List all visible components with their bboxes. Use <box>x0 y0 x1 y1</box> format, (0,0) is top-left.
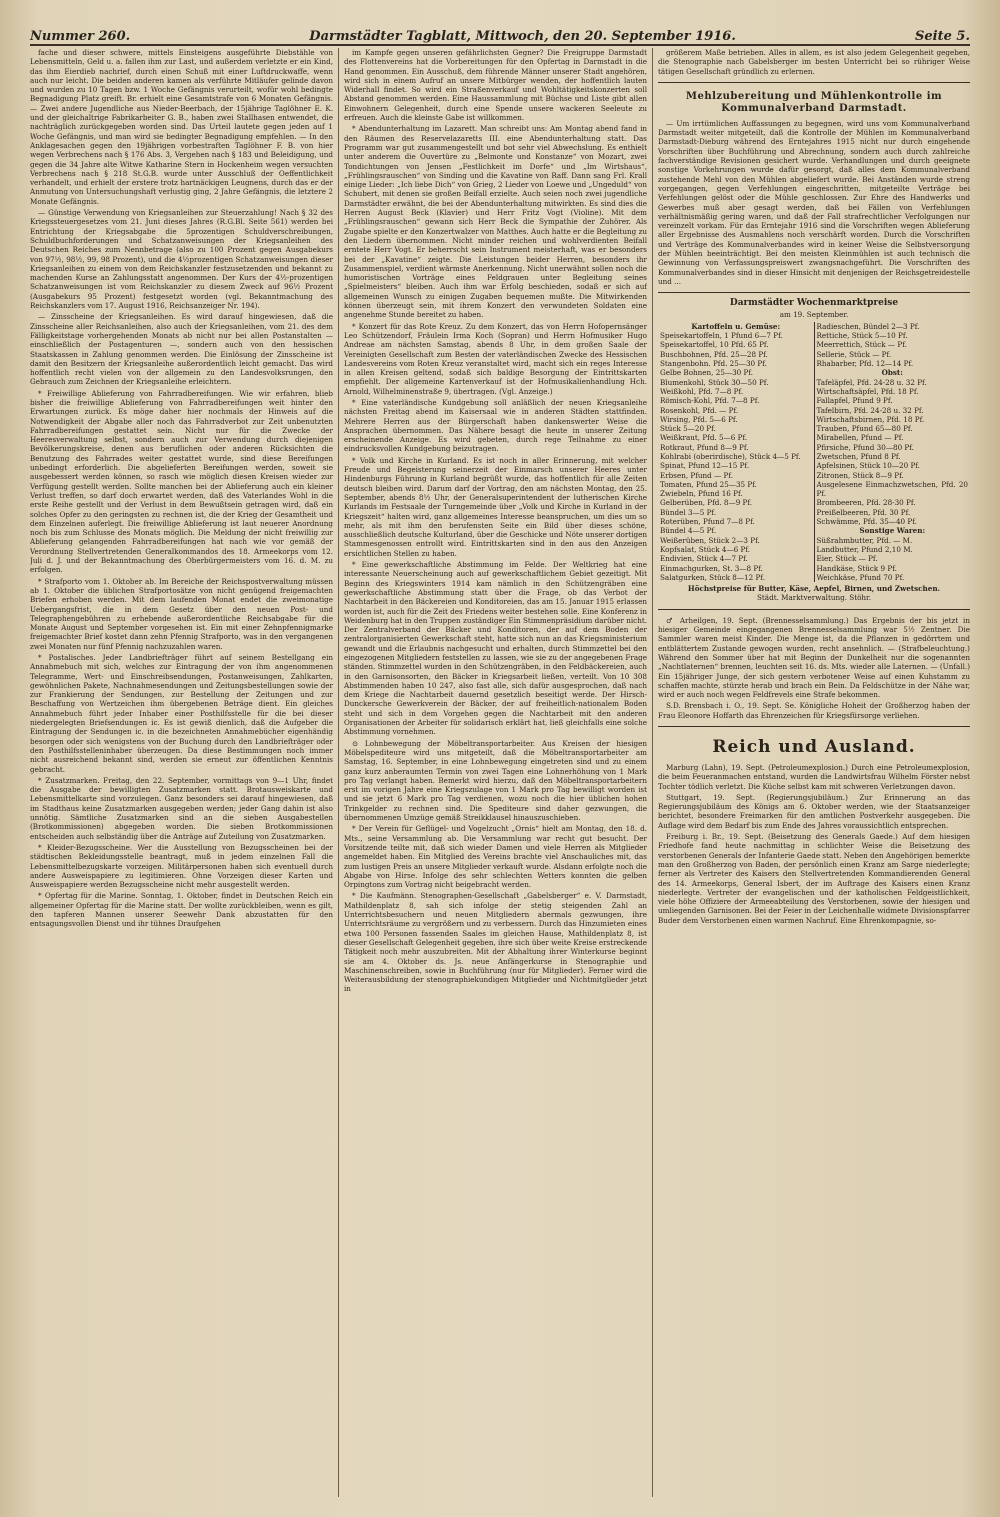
price-row: Tafelbirn, Pfd. 24-28 u. 32 Pf. <box>816 405 924 415</box>
market-prices-title: Darmstädter Wochenmarktpreise <box>729 298 899 309</box>
price-row: Eier, Stück — Pf. <box>816 554 878 564</box>
price-row: Einmachgurken, St. 3—8 Pf. <box>660 563 763 573</box>
article-paragraph: * Kleider-Bezugsscheine. Wer die Ausstellung von Bezugsscheinen bei der städtischen Bekleidungsstelle beantragt, muß in jedem einzelnen Fall die Lebensmittelbezugskarte vorzeigen. Militärpersonen haben sich eventuell durch andere Ausweispapiere zu legitimieren. Ohne Vorzeigen dieser Karten und Ausweispapiere werden Bezugsscheine nicht mehr ausgestellt werden. <box>30 842 333 890</box>
price-row: Süßrahmbutter, Pfd. — M. <box>816 535 913 545</box>
article-paragraph: * Volk und Kirche in Kurland. Es ist noch in aller Erinnerung, mit welcher Freude und Begeisterung seinerzeit der Einmarsch unserer Heeres unter Hindenburgs Führung in Kurland begrüßt wurde, das hoffentlich für alle Zeiten deutsch bleiben wird. Darum darf der Vortrag, den am nächsten Montag, den 25. September, abends 8½ Uhr, der Generalsuperintendent der lutherischen Kirche Kurlands im Festsaale der Turngemeinde über „Volk und Kirche in Kurland in der Kriegszeit“ halten wird, ganz allgemeines Interesse beanspruchen, um dies um so mehr, als mit ihm den berufensten Seite ein Bild über dieses schöne, ausschließlich deutsche Kulturland, über die Geschicke und Nöte unserer dortigen Stammesgenossen entrollt wird. Eintrittskarten sind in den aus den Anzeigen ersichtlichen Stellen zu haben. <box>344 455 647 558</box>
price-row: Kopfsalat, Stück 4—6 Pf. <box>660 544 751 554</box>
price-row: Brombeeren, Pfd. 28-30 Pf. <box>816 498 916 508</box>
price-row: Meerrettich, Stück — Pf. <box>816 340 907 350</box>
page-header <box>30 22 970 46</box>
price-row: Apfelsinen, Stück 10—20 Pf. <box>816 461 920 471</box>
article-paragraph: ♂ Arheilgen, 19. Sept. (Brennesselsammlung.) Das Ergebnis der bis jetzt in hiesiger Gemeinde eingegangenen Brennesselsammlung war 5½ Zentner. Die Sammler waren meist Kinder. Die Menge ist, da die Pflanzen in gedörrtem und entblättertem Zustande gewogen wurden, recht ansehnlich. — (Strafbeleuchtung.) Während den Sommer über hat mit Beginn der Dunkelheit nur die sogenannten „Nachtlaternen“ brennen, leuchten seit 16. ds. Mts. wieder alle Laternen. — (Unfall.) Ein 15jähriger Junge, der sich gestern verbotener Weise auf einen Kuhstamm zu schaffen machte, stürzte herab und brach ein Bein. Da Feldschütze in der Nähe war, wird er auch noch wegen Feldfrevels eine Strafe bekommen. <box>658 615 970 700</box>
price-row: Bündel 4—5 Pf. <box>660 526 717 536</box>
price-row: Weißerüben, Stück 2—3 Pf. <box>660 535 760 545</box>
price-row: Zwiebeln, Pfund 16 Pf. <box>660 489 743 499</box>
section-rule <box>658 609 970 610</box>
price-row: Pfirsiche, Pfund 30—80 Pf. <box>816 442 914 452</box>
price-row: Stück 5—20 Pf. <box>660 424 716 434</box>
price-row: Römisch-Kohl, Pfd. 7—8 Pf. <box>660 396 760 406</box>
market-prices-table <box>658 322 970 582</box>
price-row: Trauben, Pfund 65—80 Pf. <box>816 424 913 434</box>
article-paragraph: ⊙ Lohnbewegung der Möbeltransportarbeiter. Aus Kreisen der hiesigen Möbelspediteure wird uns mitgeteilt, daß die Möbeltransportarbeiter am Samstag, 16. September, in eine Lohnbewegung eingetreten sind und zu einem ganz kurz anberaumten Termin von zwei Tagen eine Lohnerhöhung von 1 Mark pro Tag verlangt haben. Bemerkt wird hierzu, daß den Möbeltransportarbeitern erst im vorigen Jahre eine Kriegszulage von 1 Mark pro Tag bewilligt worden ist und sie jetzt 6 Mark pro Tag verdienen, wozu noch die hier üblichen hohen Trinkgelder zu rechnen sind. Die Spediteure sind daher gezwungen, die übernommenen Umzüge gemäß Streikklausel hinauszuschieben. <box>344 738 647 823</box>
price-row: Rettiche, Stück 5—10 Pf. <box>816 331 908 341</box>
article-paragraph: * Abendunterhaltung im Lazarett. Man schreibt uns: Am Montag abend fand in den Räumen des Reservelazaretts III. eine Abendunterhaltung statt. Das Programm war gut zusammengestellt und bot sehr viel Abwechslung. Es enthielt unter anderem die Ouvertüre zu „Belmonte und Konstanze“ von Mozart, zwei Tondichtungen von Jensen „Festlichkeit im Dorfe“ und „Im Wirtshaus“, „Frühlingsrauschen“ von Sinding und die Kavatine von Raff. Dann sang Frl. Krall einige Lieder: „Ich liebe Dich“ von Grieg, 2 Lieder von Loewe und „Ungeduld“ von Schubert, mit denen sie großen Beifall erzielte. Auch seien noch zwei jugendliche Darmstädter erwähnt, die bei der Abendunterhaltung mitwirkten. Es sind dies die Herren August Beck (Klavier) und Herr Fritz Vogt (Violine). Mit dem „Frühlingsrauschen“ gewann sich Herr Beck die Sympathie der Zuhörer. Als Zugabe spielte er den Konzertwalzer von Matthes. Auch hatte er die Begleitung zu den Liedern übernommen. Nicht minder reichen und wohlverdienten Beifall erntete Herr Vogt. Er beherrscht sein Instrument meisterhaft, was er besonders bei der „Kavatine“ zeigte. Die Leistungen beider Herren, besonders ihr Zusammenspiel, verdient wärmste Anerkennung. Nicht unerwähnt sollen noch die humoristischen Vorträge eines Feldgrauen unter Begleitung seines „Spielmeisters“ bleiben. Auch ihm war Erfolg beschieden, sodaß er sich auf allgemeinen Wunsch zu einigen Zugaben bequemen mußte. Die Mitwirkenden können überzeugt sein, mit ihrem Konzert den verwundeten Soldaten eine angenehme Stunde bereitet zu haben. <box>344 124 647 320</box>
market-signature: Städt. Marktverwaltung. Stöhr. <box>757 593 871 603</box>
article-paragraph: * Freiwillige Ablieferung von Fahrradbereifungen. Wie wir erfahren, blieb bisher die freiwillige Ablieferung von Fahrradbereifungen weit hinter den Erwartungen zurück. Es möge daher hier nochmals der Hinweis auf die Notwendigkeit der Abgabe aller noch das Fahrradverbot zur Zeit unbenutzten Fahrradbereifungen gestattet sein. Nicht nur für die Zwecke der Heeresverwaltung selbst, sondern auch zur Verwendung durch diejenigen Bevölkerungskreise, denen aus beruflichen oder anderen Rücksichten die Benutzung des Fahrrades weiter gestattet wurde, sind diese Bereifungen unbedingt erforderlich. Die abgelieferten Bereifungen werden, soweit sie ausgebessert werden können, so rasch wie möglich diesen Kreisen wieder zur Verfügung gestellt werden. Sollte manchen bei der Ablieferung auch ein kleiner Verlust treffen, so darf doch erwartet werden, daß des Vaterlandes Wohl in die erste Reihe gestellt und der Verlust in dem Bewußtsein getragen wird, daß ein solches Opfer zu den geringsten zu rechnen ist, die der Krieg der Gesamtheit und dem Einzelnen auferlegt. Die freiwillige Ablieferung ist laut neuerer Anordnung noch bis zum Schlusse des Monats möglich. Die Meldung der nicht freiwillig zur Ablieferung gelangenden Fahrradbereifungen hat nach wie vor gemäß der Verordnung Stellvertretenden Generalkommandos des 18. Armeekorps vom 12. Juli d. J. und der Bekanntmachung des Oberbürgermeisters vom 16. d. M. zu erfolgen. <box>30 388 333 575</box>
article-paragraph: Freiburg i. Br., 19. Sept. (Beisetzung des Generals Gaede.) Auf dem hiesigen Friedhofe fand heute nachmittag in schlichter Weise die Beisetzung des verstorbenen Generals der Infanterie Gaede statt. Neben den Angehörigen bemerkte man den Großherzog von Baden, der persönlich einen Kranz am Sarge niederlegte; ferner als Vertreter des Kaisers den Stellvertretenden Kommandierenden General des 14. Armeekorps, General Isbert, der im Auftrage des Kaisers einen Kranz niederlegte. Vertreter der evangelischen und der katholischen Feldgeistlichkeit, viele höhe Offiziere der Armeeabteilung des Verstorbenen, sowie der hiesigen und umliegenden Garnisonen. Bei der Feier in der Leichenhalle widmete Divisionspfarrer Buder dem Verstorbenen einen warmen Nachruf. Eine Ehrenkompagnie, so- <box>658 832 970 925</box>
price-row: Fallapfel, Pfund 9 Pf. <box>816 396 893 406</box>
article-paragraph: größerem Maße betrieben. Alles in allem, es ist also jedem Gelegenheit gegeben, die Stenographie nach Gabelsberger im besten Unterricht bei so rühriger Weise tätigen Gesellschaft gründlich zu erlernen. <box>658 48 970 76</box>
price-row: Gelberüben, Pfd. 8—9 Pf. <box>660 498 753 508</box>
page-side: Seite 5. <box>915 29 970 44</box>
price-row: Weichkäse, Pfund 70 Pf. <box>816 572 905 582</box>
article-paragraph: * Eine gewerkschaftliche Abstimmung im Felde. Der Weltkrieg hat eine interessante Neuerscheinung auch auf gewerkschaftlichem Gebiet gezeitigt. Mit Beginn des Kriegswinters 1914 kam nämlich in den Schützengräben eine gewerkschaftliche Abstimmung statt über die Frage, ob das Verbot der Nachtarbeit in den Bäckereien und Konditoreien, das am 15. Januar 1915 erlassen worden ist, auch für die Zeit des Friedens weiter bestehen solle. Eine Konferenz in Weidenburg hat in den Truppen zuständiger Ein Stimmenpräsidium darüber nicht. Der Zentralverband der Bäcker und Konditoren, der auf dem Boden der zentralorganisierten Gewerkschaft steht, hatte sich nun an das Kriegsministerium gewandt und die Erlaubnis nachgesucht und erhalten, durch Stimmzettel bei den eingezogenen Mitgliedern feststellen zu lassen, wie sie zu der angegebenen Frage ständen. Stimmzettel wurden in den Schützengräben, in den Feldbäckereien, auch in den Garnisonsorten, den Bäcker in Kriegsarbeit ließen, verteilt. Von 10 308 Abstimmenden haben 10 247, also fast alle, sich dafür ausgesprochen, daß nach dem Kriege die Nachtarbeit dauernd gesetzlich beseitigt werde. Der Hirsch-Dunckersche Gewerkverein der Bäcker, der auf freiheitlich-nationalem Boden steht und sich in dem Vorgehen gegen die Nachtarbeit mit den anderen Organisationen der Arbeiter für solidarisch erklärt hat, ließ gleichfalls eine solche Abstimmung vornehmen. <box>344 560 647 737</box>
article-paragraph: * Der Verein für Geflügel- und Vogelzucht „Ornis“ hielt am Montag, den 18. d. Mts., seine Versammlung ab. Die Versammlung war recht gut besucht. Der Vorsitzende teilte mit, daß sich wieder Damen und viele Herren als Mitglieder angemeldet haben. Ein Mitglied des Vereins brachte viel Anschauliches mit, das zum lustigen Preis an unsere Mitglieder verkauft wurde. Alsdann erfolgte noch die Abgabe von Hirse. Infolge des sehr schlechten Wetters konnten die gelben Orpingtons zum Vortrag nicht beigebracht werden. <box>344 824 647 890</box>
price-row: Buschbohnen, Pfd. 25—28 Pf. <box>660 349 768 359</box>
article-paragraph: S.D. Brensbach i. O., 19. Sept. Se. Königliche Hoheit der Großherzog haben der Frau Eleonore Hoffarth das Ehrenzeichen für Kriegsfürsorge verliehen. <box>658 701 970 720</box>
price-row: Roterüben, Pfund 7—8 Pf. <box>660 517 755 527</box>
price-row: Mirabellen, Pfund — Pf. <box>816 433 904 443</box>
vegetable-prices <box>658 322 814 582</box>
masthead-line: Darmstädter Tagblatt, Mittwoch, den 20. September 1916. <box>309 29 736 44</box>
section-rule <box>658 726 970 727</box>
price-row: Salatgurken, Stück 8—12 Pf. <box>660 572 765 582</box>
column-2 <box>344 48 647 1497</box>
page-number: Nummer 260. <box>30 29 131 44</box>
price-row: Ausgelesene Einmachzwetschen, Pfd. 20 Pf. <box>816 479 968 499</box>
price-row: Kohlrabi (oberirdische), Stück 4—5 Pf. <box>660 451 801 461</box>
price-row: Stangenbohn. Pfd. 25—30 Pf. <box>660 359 767 369</box>
article-paragraph: Marburg (Lahn), 19. Sept. (Petroleumexplosion.) Durch eine Petroleumexplosion, die beim Feueranmachen entstand, wurden die Landwirtsfrau Wilhelm Förster nebst Tochter tödlich verletzt. Die Küche selbst kam mit schweren Verletzungen davon. <box>658 763 970 791</box>
price-row: Zitronen, Stück 8—9 Pf. <box>816 470 904 480</box>
price-row: Speisekartoffel, 10 Pfd. 65 Pf. <box>660 340 769 350</box>
section-rule <box>658 82 970 83</box>
vegetable-heading: Kartoffeln u. Gemüse: <box>691 321 781 331</box>
other-prices <box>814 322 970 582</box>
columns <box>30 48 970 1497</box>
price-row: Zwetschen, Pfund 8 Pf. <box>816 451 901 461</box>
price-row: Tafeläpfel, Pfd. 24-28 u. 32 Pf. <box>816 377 927 387</box>
price-row: Speisekartoffeln, 1 Pfund 6—7 Pf. <box>660 331 783 341</box>
price-row: Gelbe Bohnen, 25—30 Pf. <box>660 368 754 378</box>
price-row: Handkäse, Stück 9 Pf. <box>816 563 897 573</box>
article-paragraph: * Die Kaufmänn. Stenographen-Gesellschaft „Gabelsberger“ e. V. Darmstadt, Mathildenplatz 8, sah sich infolge der stetig steigenden Zahl an Unterrichtsbesuchern und neuen Mitgliedern abermals gezwungen, ihre Unterrichtsräume zu vergrößern und zu verbessern. Durch das Hinzumieten eines etwa 100 Personen fassenden Saales im gleichen Hause, Mathildenplatz 8, ist dieser Gesellschaft Gelegenheit gegeben, ihre sich über weite Kreise erstreckende Tätigkeit noch mehr auszubreiten. Mit der Abhaltung ihrer Winterkurse beginnt sie am 4. Oktober ds. Js. neue Anfängerkurse in Stenographie und Maschinenschreiben, sowie in Buchführung (nur für Mitglieder). Ferner wird die Weiterausbildung der stenographiekundigen Mitglieder und Nichtmitglieder jetzt in <box>344 891 647 994</box>
price-row: Radieschen, Bündel 2—3 Pf. <box>816 321 920 331</box>
article-paragraph: * Zusatzmarken. Freitag, den 22. September, vormittags von 9—1 Uhr, findet die Ausgabe der bewilligten Zusatzmarken statt. Brotausweiskarte und Lebensmittelkarte sind vorzulegen. Ganz besonders sei darauf hingewiesen, daß im Stadthaus keine Zusatzmarken ausgegeben werden; jeder Gang dahin ist also unnötig. Sämtliche Zusatzmarken sind an die sieben Ausgabestellen (Brotkommissionen) abgegeben worden. Die sieben Brotkommissionen entscheiden auch selbständig über die Anträge auf Zuteilung von Zusatzmarken. <box>30 775 333 841</box>
article-paragraph: * Strafporto vom 1. Oktober ab. Im Bereiche der Reichspostverwaltung müssen ab 1. Oktober die üblichen Strafportosätze von nicht genügend freigemachten Briefen erhoben werden. Mit dem laufenden Monat endet die zweimonatige Uebergangsfrist, die in dem Gesetz über den neuen Post- und Telegraphengebühren zu erhebende außerordentliche Reichsabgabe für die Monate August und September vorgesehen ist. Ein mit einer Zehnpfennigmarke freigemachter Brief kostet dann zehn Pfennig Strafporto, was in den vergangenen zwei Monaten nur fünf Pfennig nachzuzahlen waren. <box>30 576 333 651</box>
price-row: Bündel 3—5 Pf. <box>660 507 717 517</box>
column-divider <box>652 48 653 1497</box>
price-row: Weißkohl, Pfd. 7—8 Pf. <box>660 386 744 396</box>
article-paragraph: fache und dieser schwere, mittels Einsteigens ausgeführte Diebstähle von Lebensmitteln, Geld u. a. fallen ihm zur Last, und außerdem verletzte er ein Kind, das ihm Eierdieb nachrief, durch einen Schuß mit einer Luftdruckwaffe, wenn auch nur leicht. Die beiden anderen kamen als verführte Mitläufer gelinde davon und wurden zu 10 Tagen bzw. 1 Woche Gefängnis verurteilt, wofür wohl bedingte Begnadigung Platz greift. Br. erhielt eine Gesamtstrafe von 6 Monaten Gefängnis. — Zwei andere Jugendliche aus Nieder-Beerbach, der 15jährige Taglöhner E. K. und der gleichaltrige Fabrikarbeiter G. B., haben zwei Stallhasen entwendet, die nachträglich zurückgegeben worden sind. Das Urteil lautete gegen jeden auf 1 Woche Gefängnis, und man wird sie bedingter Begnadigung empfehlen. — In den Anklagesachen gegen den 19jährigen vorbestraften Taglöhner F. B. von hier wegen Verbrechens nach § 176 Abs. 3, Vergehen nach § 183 und Beleidigung, und gegen die 34 Jahre alte Witwe Katharine Stern in Hockenheim wegen versuchten Verbrechens nach § 218 St.G.B. wurde unter Ausschluß der Oeffentlichkeit verhandelt, und erhielt der erstere trotz hartnäckigen Leugnens, durch das er der Anmutung von Untersuchungshaft verlustig ging, 2 Jahre Gefängnis, die letztere 2 Monate Gefängnis. <box>30 48 333 206</box>
article-paragraph: — Zinsscheine der Kriegsanleihen. Es wird darauf hingewiesen, daß die Zinsscheine aller Reichsanleihen, also auch der Kriegsanleihen, vom 21. des dem Fälligkeitstage vorhergehenden Monats ab nicht nur bei allen Postanstalten — einschließlich der Postagenturen —, sondern auch von den hessischen Staatskassen in Zahlung genommen werden. Die Einlösung der Zinsscheine ist damit den Besitzern der Kriegsanleihe außerordentlich leicht gemacht. Das wird hoffentlich recht vielen von der allgemein zu den Landesvolksrungen, den Gebrauch zum Zeichnen der Kriegsanleihe erleichtern. <box>30 312 333 387</box>
price-row: Schwämme, Pfd. 35—40 Pf. <box>816 517 917 527</box>
column-3 <box>658 48 970 1497</box>
price-row: Spinat, Pfund 12—15 Pf. <box>660 461 750 471</box>
price-row: Blumenkohl, Stück 30—50 Pf. <box>660 377 769 387</box>
article-paragraph: — Um irrtümlichen Auffassungen zu begegnen, wird uns vom Kommunalverband Darmstadt weiter mitgeteilt, daß die Kontrolle der Mühlen im Kommunalverband Darmstadt-Dieburg während des Erntejahres 1915 nicht nur durch eingehende Vorschriften über Buchführung und Abrechnung, sondern auch durch zahlreiche fachverständige Revisionen gesichert wurde. Verhandlungen und durch geeignete sonstige Vorkehrungen wurde dafür gesorgt, daß alles dem Kommunalverband zustehende Mehl von den Mühlen abgeliefert wurde. Bei Anständen wurde streng vorgegangen, gegen Verfehlungen eingeschritten, mitgeteilte Verträge bei Verfehlungen gelöst oder die Mühle geschlossen. Zur Ehre des Handwerks und Gewerbes muß aber gesagt werden, daß bei Fällen von Verfehlungen verhältnismäßig gering waren, und daß der Fall strafrechtlicher Verfolgungen nur vereinzelt vorkam. Für das Erntejahr 1916 sind die Vorschriften wegen Ablieferung aller Ergebnisse des Ausmahlens noch verschärft worden. Durch die Vorschriften und Verträge des Kommunalverbandes wird in keiner Weise die Selbstversorgung der Mühlen beeinträchtigt. Bei den meisten Kleinmühlen ist auch technisch die Gewinnung von Verfassungspreiswert zwangsnachgeführt. Die Vorschriften des Kommunalverbandes sind in dieser Hinsicht mit denjenigen der Reichsgetreidestelle und ... <box>658 118 970 286</box>
price-row: Wirsing, Pfd. 5—6 Pf. <box>660 414 738 424</box>
article-paragraph: — Günstige Verwendung von Kriegsanleihen zur Steuerzahlung! Nach § 32 des Kriegssteuergesetzes vom 21. Juni dieses Jahres (R.G.Bl. Seite 561) werden bei Entrichtung der Kriegsabgabe die 5prozentigen Schuldverschreibungen, Schuldbuchforderungen und Schatzanweisungen der Kriegsanleihen des Deutschen Reiches zum Nennbetrage (also zu 100 Prozent gegen Ausgabekurs von 97½, 98½, 99, 98 Prozent), und die 4½prozentigen Schatzanweisungen dieser Kriegsanleihen zu einem von dem Reichskanzler festzusetzenden und bekannt zu machenden Kurse an Zahlungsstatt angenommen. Der Kurs der 4½-prozentigen Schatzanweisungen ist vom Reichskanzler zu diesem Zweck auf 96½ Prozent (Ausgabekurs 95 Prozent) festgesetzt worden (vgl. Bekanntmachung des Reichskanzlers vom 17. August 1916, Reichsanzeiger Nr. 194). <box>30 208 333 311</box>
mehl-section-title: Mehlzubereitung und Mühlenkontrolle im Kommunalverband Darmstadt. <box>685 90 943 114</box>
price-row: Rhabarber, Pfd. 12—14 Pf. <box>816 359 914 369</box>
article-paragraph: * Opfertag für die Marine. Sonntag, 1. Oktober, findet in Deutschen Reich ein allgemeiner Opfertag für die Marine statt. Der wollte zurückbleiben, wenn es gilt, den tapferen Mannen unserer Seewehr Dank abzustatten für den entsagungsvollen Dienst und ihr tühnes Draufgehen <box>30 891 333 929</box>
price-row: Erbsen, Pfund — Pf. <box>660 470 734 480</box>
price-row: Weißkraut, Pfd. 5—6 Pf. <box>660 433 748 443</box>
article-paragraph: * Postalisches. Jeder Landbriefträger führt auf seinem Bestellgang ein Annahmebuch mit sich, welches zur Eintragung der von ihm angenommenen Telegramme, Wert- und Einschreibsendungen, Postanweisungen, Zahlkarten, gewöhnlichen Pakete, Nachnahmesendungen und Zeitungsbestellungen sowie der zur Frankierung der Sendungen, zur Bestellung der Zeitungen und zur Beschaffung von Wertzeichen ihm übergebenen Beträge dient. Ein gleiches Annahmebuch führt jeder Inhaber einer Posthilfsstelle für die bei dieser niedergelegten Briefsendungen ic. Es ist gewiß dienlich, daß die Aufgeber die Eintragung der Sendungen ic. in die bezeichneten Annahmebücher eigenhändig besorgen oder sich wenigstens von der Buchung durch den Landbriefträger oder den Posthilfsstelleninhaber überzeugen. Da diese Bestimmungen noch immer nicht ausreichend bekannt sind, werden sie erneut zur öffentlichen Kenntnis gebracht. <box>30 653 333 774</box>
price-row: Landbutter, Pfund 2,10 M. <box>816 544 913 554</box>
fruit-heading: Obst: <box>881 368 903 378</box>
price-row: Endivien, Stück 4—7 Pf. <box>660 554 748 564</box>
other-goods-heading: Sonstige Waren: <box>859 526 926 536</box>
article-paragraph: * Eine vaterländische Kundgebung soll anläßlich der neuen Kriegsanleihe nächsten Freitag abend im Kaisersaal wie in anderen Städten stattfinden. Mehrere Herren aus der Bürgerschaft haben dankenswerter Weise die Ansprachen übernommen. Das Nähere besagt die heute in unserer Zeitung erscheinende Anzeige. Es wird gebeten, durch rege Teilnahme zu einer eindrucksvollen Kundgebung beizutragen. <box>344 397 647 454</box>
article-paragraph: im Kampfe gegen unseren gefährlichsten Gegner? Die Freigruppe Darmstadt des Flottenvereins hat die Vorbereitungen für den Opfertag in Darmstadt in die Hand genommen. Ein Ausschuß, dem führende Männer unserer Stadt angehören, wird sich in einem Aufruf an unsere Mitbürger wenden, der hoffentlich lauten Widerhall findet. So wird ein Straßenverkauf und Wohltätigkeitskonzerten soll Abstand genommen werden. Eine Haussammlung mit Büchse und Liste gibt allen Einwohnern Gelegenheit, durch eine Spende unsere wackeren Seeleute zu erfreuen. Auch die kleinste Gabe ist willkommen. <box>344 48 647 123</box>
column-1 <box>30 48 333 1497</box>
section-rule <box>658 292 970 293</box>
price-row: Rotkraut, Pfund 8—9 Pf. <box>660 442 749 452</box>
price-row: Wirtschaftsäpfel, Pfd. 18 Pf. <box>816 386 919 396</box>
article-paragraph: * Konzert für das Rote Kreuz. Zu dem Konzert, das von Herrn Hofopernsänger Leo Schützendorf, Fräulein Irma Koch (Sopran) und Herrn Hofmusiker Hugo Andreae am nächsten Samstag, abends 8 Uhr, in dem großen Saale der Vereinigten Gesellschaft zum Besten der vaterländischen Zwecke des Hessischen Landesvereins vom Roten Kreuz veranstaltet wird, macht sich ein reges Interesse in allen Kreisen geltend, sodaß sich baldige Besorgung der Eintrittskarten empfiehlt. Der allgemeine Kartenverkauf ist der Hofmusikalienhandlung Hch. Arnold, Wilhelminenstraße 9, übertragen. (Vgl. Anzeige.) <box>344 321 647 396</box>
price-row: Preißelbeeren, Pfd. 30 Pf. <box>816 507 911 517</box>
max-prices-note: Höchstpreise für Butter, Käse, Aepfel, Birnen, und Zwetschen. <box>687 584 941 594</box>
reich-section-title: Reich und Ausland. <box>712 737 916 757</box>
market-prices-date: am 19. September. <box>779 309 849 319</box>
price-row: Tomaten, Pfund 25—35 Pf. <box>660 479 757 489</box>
price-row: Rosenkohl, Pfd. — Pf. <box>660 405 739 415</box>
column-divider <box>338 48 339 1497</box>
price-row: Sellerie, Stück — Pf. <box>816 349 892 359</box>
article-paragraph: Stuttgart, 19. Sept. (Regierungsjubiläum.) Zur Erinnerung an das Regierungsjubiläum des Königs am 6. Oktober werden, wie der Staatsanzeiger berichtet, besondere Freimarken für den amtlichen Postverkehr ausgegeben. Die Auflage wird dem Bedarf bis zum Ende des Jahres voraussichtlich entsprechen. <box>658 792 970 830</box>
price-row: Wirtschaftsbirnen, Pfd. 18 Pf. <box>816 414 925 424</box>
